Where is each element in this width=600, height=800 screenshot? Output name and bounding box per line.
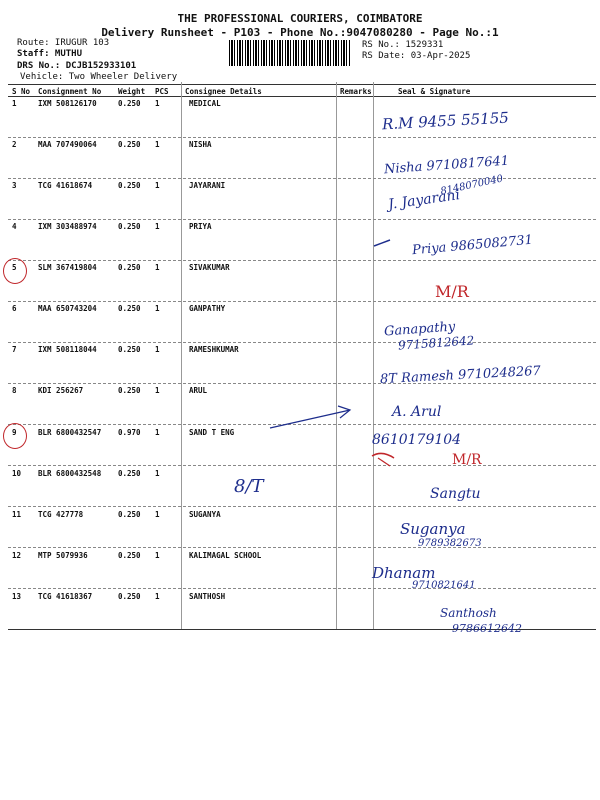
consignee-name: NISHA [189,140,212,149]
weight: 0.250 [118,551,141,560]
handwritten-remark: 8/T [234,476,264,497]
consignment-no: BLR 6800432548 [38,469,102,478]
pcs: 1 [155,222,160,231]
weight: 0.250 [118,99,141,108]
pcs: 1 [155,551,160,560]
handwritten-signature: J. Jayarani [387,187,461,213]
rs-date: RS Date: 03-Apr-2025 [362,51,471,61]
pcs: 1 [155,263,160,272]
sno: 2 [12,140,17,149]
weight: 0.250 [118,510,141,519]
pcs: 1 [155,592,160,601]
pcs: 1 [155,510,160,519]
consignment-no: TCG 41618367 [38,592,93,601]
consignment-no: IXM 508126170 [38,99,97,108]
weight: 0.250 [118,386,141,395]
handwritten-signature: A. Arul [392,404,442,420]
pcs: 1 [155,304,160,313]
col-sno: S No [12,87,31,96]
vehicle-label: Vehicle: Two Wheeler Delivery [20,72,178,82]
strike-mark [372,453,394,458]
sno: 12 [12,551,22,560]
consignment-no: MTP 5079936 [38,551,88,560]
sno: 13 [12,592,22,601]
drs-number: DRS No.: DCJB152933101 [17,61,137,71]
weight: 0.250 [118,263,141,272]
pcs: 1 [155,386,160,395]
handwritten-signature: Santhosh [440,606,497,620]
runsheet-subtitle: Delivery Runsheet - P103 - Phone No.:9047080280 - Page No.:1 [101,26,499,39]
consignment-no: KDI 256267 [38,386,84,395]
consignee-name: SUGANYA [189,510,221,519]
consignee-name: ARUL [189,386,208,395]
consignee-name: JAYARANI [189,181,226,190]
consignment-no: SLM 367419804 [38,263,97,272]
weight: 0.250 [118,222,141,231]
handwritten-signature: Ganapathy [383,319,456,340]
handwritten-signature: R.M 9455 55155 [381,108,510,134]
consignee-name: MEDICAL [189,99,221,108]
handwritten-phone: 9710821641 [412,580,476,591]
arrow-icon [270,410,350,428]
consignee-name: KALIMAGAL SCHOOL [189,551,262,560]
consignee-name: SAND T ENG [189,428,235,437]
pcs: 1 [155,428,160,437]
sno: 7 [12,345,17,354]
handwritten-phone: 9715812642 [397,333,475,353]
handwritten-phone: 9789382673 [418,538,482,549]
consignment-no: IXM 508118044 [38,345,97,354]
staff-label: Staff: MUTHU [17,49,83,59]
weight: 0.250 [118,345,141,354]
sno: 1 [12,99,17,108]
sno: 6 [12,304,17,313]
handwritten-remark: M/R [435,282,469,301]
handwritten-signature: 8T Ramesh 9710248267 [379,363,542,388]
sno: 8 [12,386,17,395]
handwritten-signature: Nisha 9710817641 [383,153,510,178]
consignment-no: IXM 303488974 [38,222,97,231]
courier-title: THE PROFESSIONAL COURIERS, COIMBATORE [177,12,423,25]
sno: 3 [12,181,17,190]
handwritten-signature: Priya 9865082731 [411,232,534,259]
sno: 9 [12,428,17,437]
weight: 0.970 [118,428,141,437]
weight: 0.250 [118,140,141,149]
handwritten-signature: Dhanam [372,564,436,582]
weight: 0.250 [118,469,141,478]
col-weight: Weight [118,87,146,96]
sno: 10 [12,469,22,478]
col-signature: Seal & Signature [398,87,471,96]
handwritten-signature: Suganya [400,520,466,538]
consignment-no: MAA 650743204 [38,304,97,313]
consignee-name: GANPATHY [189,304,226,313]
pcs: 1 [155,99,160,108]
sno: 11 [12,510,22,519]
handwritten-phone: 9786612642 [452,622,522,635]
consignment-no: TCG 41618674 [38,181,93,190]
pcs: 1 [155,345,160,354]
col-pcs: PCS [155,87,169,96]
pcs: 1 [155,140,160,149]
handwritten-phone: 8610179104 [372,432,462,448]
handwritten-signature: Sangtu [430,486,481,502]
pcs: 1 [155,469,160,478]
handwritten-remark: M/R [452,452,482,468]
col-consignee: Consignee Details [185,87,262,96]
consignment-no: TCG 427778 [38,510,84,519]
weight: 0.250 [118,181,141,190]
route-label: Route: IRUGUR 103 [17,38,110,48]
consignee-name: SANTHOSH [189,592,226,601]
consignee-name: PRIYA [189,222,212,231]
strike-mark [378,458,390,466]
consignment-no: BLR 6800432547 [38,428,102,437]
handwritten-phone: 8148070040 [439,173,505,198]
consignee-name: RAMESHKUMAR [189,345,239,354]
weight: 0.250 [118,304,141,313]
dash-mark [374,240,390,246]
consignee-name: SIVAKUMAR [189,263,230,272]
consignment-no: MAA 707490064 [38,140,97,149]
col-remarks: Remarks [340,87,372,96]
col-consignment: Consignment No [38,87,102,96]
rs-number: RS No.: 1529331 [362,40,444,50]
sno: 4 [12,222,17,231]
sno: 5 [12,263,17,272]
weight: 0.250 [118,592,141,601]
pcs: 1 [155,181,160,190]
